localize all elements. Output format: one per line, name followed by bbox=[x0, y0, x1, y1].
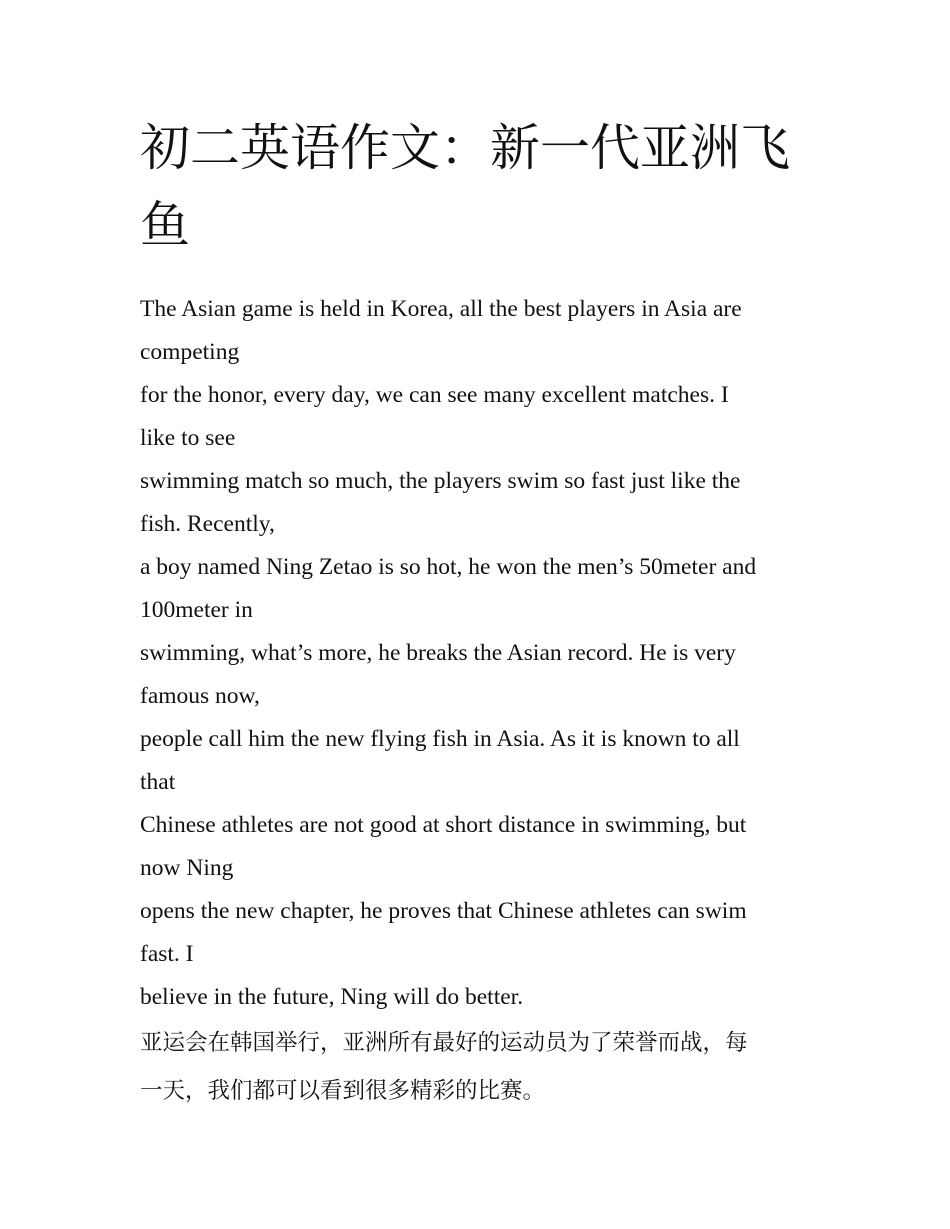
text-line: for the honor, every day, we can see many excellent matches. I bbox=[140, 382, 729, 408]
text-line: a boy named Ning Zetao is so hot, he won the men’s 50meter and bbox=[140, 554, 757, 580]
chinese-paragraph bbox=[140, 1019, 812, 1115]
chinese-text-line: 亚运会在韩国举行，亚洲所有最好的运动员为了荣誉而战，每 bbox=[140, 1030, 748, 1056]
chinese-text-line: 一天，我们都可以看到很多精彩的比赛。 bbox=[140, 1078, 546, 1104]
text-line: that bbox=[140, 769, 176, 795]
text-line: believe in the future, Ning will do better. bbox=[140, 984, 524, 1010]
text-line: competing bbox=[140, 339, 240, 365]
text-line: Chinese athletes are not good at short distance in swimming, but bbox=[140, 812, 747, 838]
title-line-2: 鱼 bbox=[140, 196, 190, 254]
text-line: 100meter in bbox=[140, 597, 253, 623]
text-line: like to see bbox=[140, 425, 236, 451]
text-line: The Asian game is held in Korea, all the best players in Asia are bbox=[140, 296, 742, 322]
text-line: swimming match so much, the players swim so fast just like the bbox=[140, 468, 741, 494]
document-title bbox=[140, 110, 812, 264]
english-paragraph bbox=[140, 288, 812, 1019]
text-line: famous now, bbox=[140, 683, 260, 709]
text-line: opens the new chapter, he proves that Chinese athletes can swim bbox=[140, 898, 747, 924]
document-content bbox=[140, 110, 812, 1115]
title-line-1: 初二英语作文：新一代亚洲飞 bbox=[140, 119, 790, 177]
text-line: people call him the new flying fish in Asia. As it is known to all bbox=[140, 726, 740, 752]
text-line: swimming, what’s more, he breaks the Asian record. He is very bbox=[140, 640, 736, 666]
text-line: now Ning bbox=[140, 855, 234, 881]
text-line: fast. I bbox=[140, 941, 194, 967]
text-line: fish. Recently, bbox=[140, 511, 275, 537]
